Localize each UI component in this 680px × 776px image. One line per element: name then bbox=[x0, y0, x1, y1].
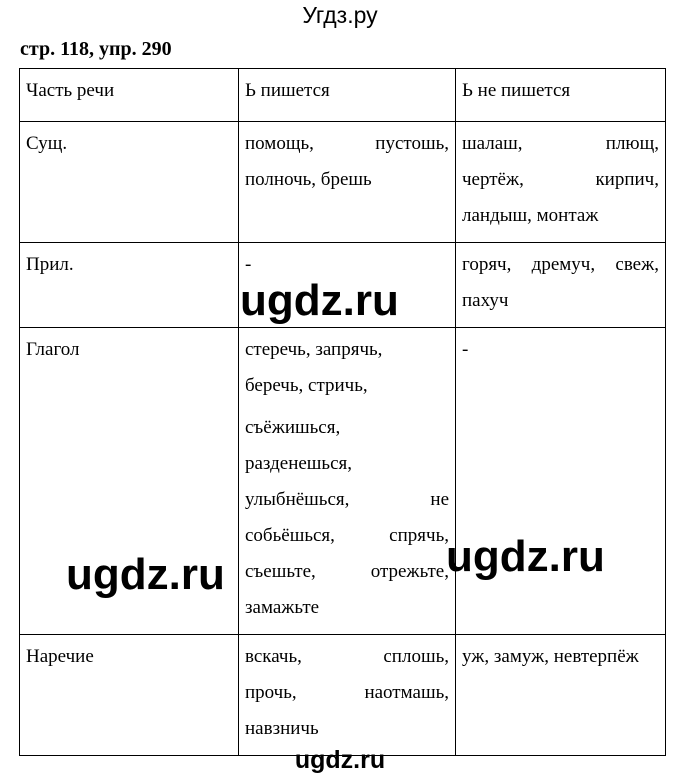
cell-verb-with-soft-sign bbox=[239, 328, 456, 635]
cell-adjective-without-soft-sign bbox=[456, 243, 666, 328]
cell-adverb-without-soft-sign bbox=[456, 635, 666, 756]
cell-line: стеречь, запрячь, bbox=[245, 339, 383, 360]
cell-line: навзничь bbox=[245, 718, 319, 739]
soft-sign-table bbox=[19, 68, 666, 756]
watermark: ugdz.ru bbox=[240, 276, 399, 325]
footer-watermark: ugdz.ru bbox=[294, 746, 386, 774]
table-row-noun bbox=[20, 122, 666, 243]
cell-line: собьёшься, спрячь, bbox=[245, 525, 449, 546]
cell-line: помощь, пустошь, bbox=[245, 133, 449, 154]
cell-line: горяч, дремуч, свеж, bbox=[462, 254, 659, 275]
cell-part-verb: Глагол bbox=[20, 328, 239, 635]
cell-verb-without-soft-sign bbox=[456, 328, 666, 635]
cell-line: съешьте, отрежьте, bbox=[245, 561, 449, 582]
cell-part-adverb: Наречие bbox=[20, 635, 239, 756]
cell-line: шалаш, плющ, bbox=[462, 133, 659, 154]
watermark: ugdz.ru bbox=[66, 550, 225, 599]
cell-part-noun: Сущ. bbox=[20, 122, 239, 243]
cell-line: - bbox=[462, 339, 469, 360]
cell-line: съёжишься, bbox=[245, 417, 341, 438]
column-header-soft-sign-written: Ь пишется bbox=[239, 69, 456, 122]
table-row-adverb bbox=[20, 635, 666, 756]
column-header-soft-sign-not-written: Ь не пишется bbox=[456, 69, 666, 122]
cell-line: пахуч bbox=[462, 290, 509, 311]
column-header-part-of-speech: Часть речи bbox=[20, 69, 239, 122]
page-reference: стр. 118, упр. 290 bbox=[20, 38, 172, 60]
cell-line: чертёж, кирпич, bbox=[462, 169, 659, 190]
cell-adverb-with-soft-sign bbox=[239, 635, 456, 756]
watermark: ugdz.ru bbox=[446, 532, 605, 581]
cell-line: - bbox=[245, 254, 252, 275]
cell-noun-with-soft-sign bbox=[239, 122, 456, 243]
table-header-row bbox=[20, 69, 666, 122]
cell-line: вскачь, сплошь, bbox=[245, 646, 449, 667]
cell-line: полночь, брешь bbox=[245, 169, 372, 190]
cell-line: разденешься, bbox=[245, 453, 353, 474]
cell-line: беречь, стричь, bbox=[245, 375, 368, 396]
cell-line: ландыш, монтаж bbox=[462, 205, 599, 226]
cell-noun-without-soft-sign bbox=[456, 122, 666, 243]
site-title: Угдз.ру bbox=[302, 2, 378, 28]
cell-line: замажьте bbox=[245, 597, 320, 618]
cell-line: улыбнёшься, не bbox=[245, 489, 449, 510]
cell-part-adjective: Прил. bbox=[20, 243, 239, 328]
cell-line: прочь, наотмашь, bbox=[245, 682, 449, 703]
cell-line: уж, замуж, невтерпёж bbox=[462, 646, 639, 667]
